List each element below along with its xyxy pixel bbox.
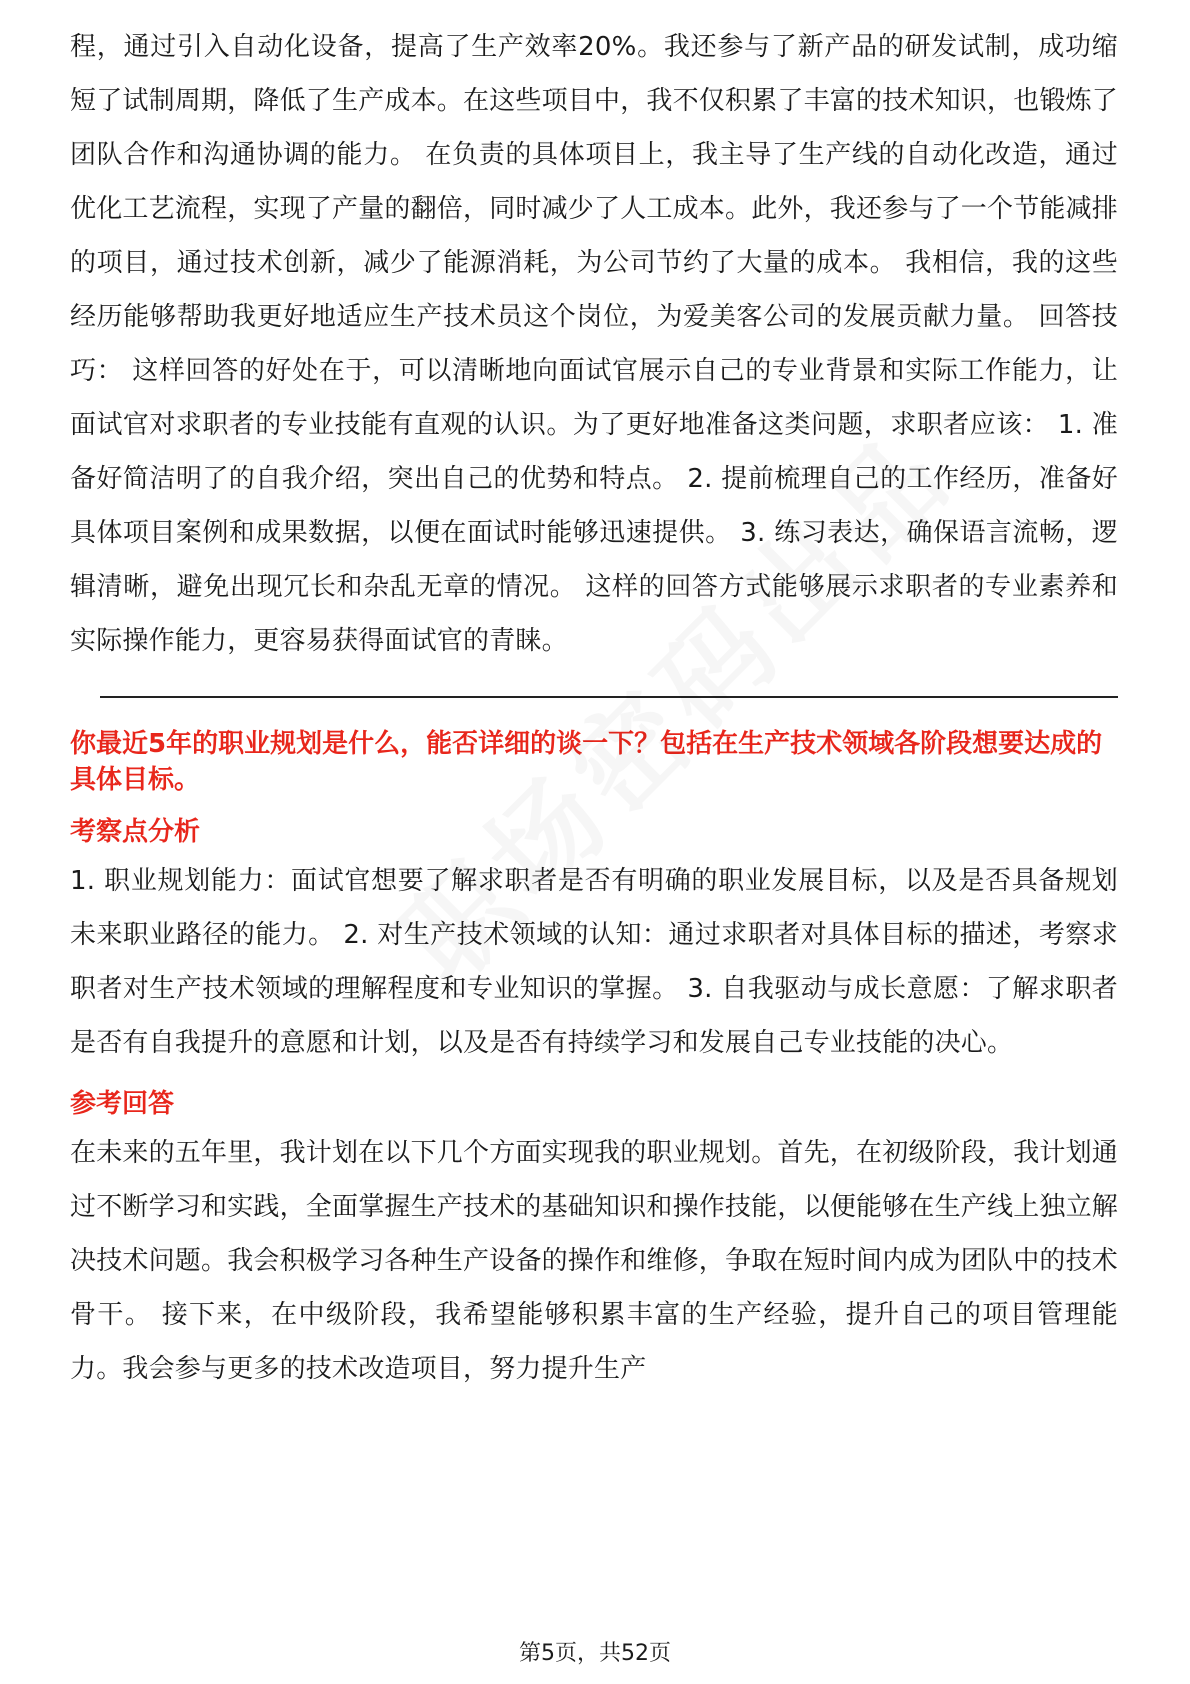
intro-paragraph: 程，通过引入自动化设备，提高了生产效率20%。我还参与了新产品的研发试制，成功缩短了试制周期，降低了生产成本。在这些项目中，我不仅积累了丰富的技术知识，也锻炼了团队合作和沟通协调的能力。 在负责的具体项目上，我主导了生产线的自动化改造，通过优化工艺流程，实现了产量的翻倍，同时减少了人工成本。此外，我还参与了一个节能减排的项目，通过技术创新，减少了能源消耗，为公司节约了大量的成本。 我相信，我的这些经历能够帮助我更好地适应生产技术员这个岗位，为爱美客公司的发展贡献力量。 回答技巧： 这样回答的好处在于，可以清晰地向面试官展示自己的专业背景和实际工作能力，让面试官对求职者的专业技能有直观的认识。为了更好地准备这类问题，求职者应该： 1. 准备好简洁明了的自我介绍，突出自己的优势和特点。 2. 提前梳理自己的工作经历，准备好具体项目案例和成果数据，以便在面试时能够迅速提供。 3. 练习表达，确保语言流畅，逻辑清晰，避免出现冗长和杂乱无章的情况。 这样的回答方式能够展示求职者的专业素养和实际操作能力，更容易获得面试官的青睐。 [70,32,1119,656]
analysis-title: 考察点分析 [70,817,201,847]
answer-title: 参考回答 [70,1089,175,1119]
analysis-paragraph: 1. 职业规划能力：面试官想要了解求职者是否有明确的职业发展目标，以及是否具备规划未来职业路径的能力。 2. 对生产技术领域的认知：通过求职者对具体目标的描述，考察求职者对生产技术领域的理解程度和专业知识的掌握。 3. 自我驱动与成长意愿：了解求职者是否有自我提升的意愿和计划，以及是否有持续学习和发展自己专业技能的决心。 [70,866,1118,1058]
page-number-footer: 第5页，共52页 [519,1641,671,1666]
answer-paragraph: 在未来的五年里，我计划在以下几个方面实现我的职业规划。首先，在初级阶段，我计划通过不断学习和实践，全面掌握生产技术的基础知识和操作技能，以便能够在生产线上独立解决技术问题。我会积极学习各种生产设备的操作和维修，争取在短时间内成为团队中的技术骨干。 接下来，在中级阶段，我希望能够积累丰富的生产经验，提升自己的项目管理能力。我会参与更多的技术改造项目，努力提升生产 [70,1138,1119,1384]
question-heading: 你最近5年的职业规划是什么，能否详细的谈一下？包括在生产技术领域各阶段想要达成的具体目标。 [70,729,1103,795]
section-divider [100,696,1118,698]
page-content [70,20,1118,1396]
